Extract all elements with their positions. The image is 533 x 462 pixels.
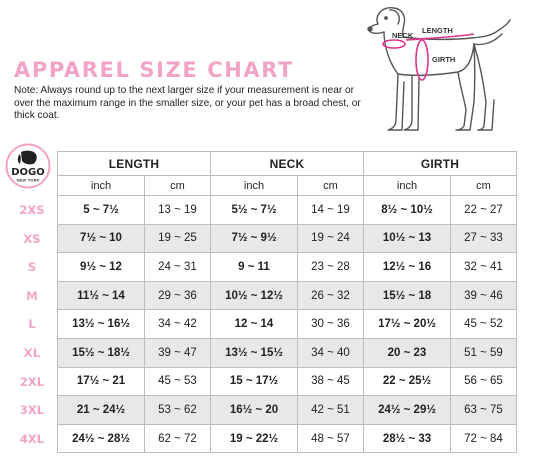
length-label: LENGTH: [422, 26, 453, 35]
logo-subtitle-text: NEW YORK: [16, 177, 40, 183]
table-row: [58, 367, 517, 396]
table-cell: 15 ~ 17½: [211, 367, 298, 396]
table-cell: 7½ ~ 9½: [211, 224, 298, 253]
table-cell: 9 ~ 11: [211, 253, 298, 282]
table-cell: 9½ ~ 12: [58, 253, 145, 282]
table-cell: 28½ ~ 33: [364, 424, 451, 453]
header-girth: GIRTH: [364, 152, 517, 176]
table-cell: 51 ~ 59: [451, 338, 517, 367]
unit-header: inch: [58, 176, 145, 196]
table-cell: 24 ~ 31: [145, 253, 211, 282]
table-cell: 13½ ~ 15½: [211, 338, 298, 367]
table-cell: 56 ~ 65: [451, 367, 517, 396]
table-cell: 5 ~ 7½: [58, 196, 145, 225]
table-cell: 34 ~ 42: [145, 310, 211, 339]
table-cell: 29 ~ 36: [145, 281, 211, 310]
unit-header-row: [58, 176, 517, 196]
size-table: [57, 151, 517, 453]
table-cell: 13 ~ 19: [145, 196, 211, 225]
table-cell: 22 ~ 27: [451, 196, 517, 225]
table-row: [58, 253, 517, 282]
table-cell: 19 ~ 25: [145, 224, 211, 253]
size-label: 4XL: [19, 431, 45, 446]
table-cell: 15½ ~ 18½: [58, 338, 145, 367]
size-label-column: [10, 196, 54, 453]
unit-header: cm: [145, 176, 211, 196]
table-cell: 5½ ~ 7½: [211, 196, 298, 225]
header-neck: NECK: [211, 152, 364, 176]
table-cell: 34 ~ 40: [298, 338, 364, 367]
table-row: [58, 310, 517, 339]
table-cell: 27 ~ 33: [451, 224, 517, 253]
table-row: [58, 338, 517, 367]
table-cell: 39 ~ 46: [451, 281, 517, 310]
table-cell: 24½ ~ 29½: [364, 396, 451, 425]
size-label: XL: [23, 345, 41, 360]
table-cell: 16½ ~ 20: [211, 396, 298, 425]
size-label: L: [28, 317, 36, 332]
table-cell: 63 ~ 75: [451, 396, 517, 425]
table-cell: 45 ~ 52: [451, 310, 517, 339]
table-cell: 7½ ~ 10: [58, 224, 145, 253]
table-row: [58, 281, 517, 310]
table-cell: 48 ~ 57: [298, 424, 364, 453]
table-cell: 53 ~ 62: [145, 396, 211, 425]
unit-header: inch: [364, 176, 451, 196]
table-cell: 22 ~ 25½: [364, 367, 451, 396]
header-length: LENGTH: [58, 152, 211, 176]
size-label: 2XL: [19, 374, 45, 389]
brand-logo: [5, 143, 51, 189]
table-cell: 39 ~ 47: [145, 338, 211, 367]
size-label: 3XL: [19, 403, 45, 418]
table-cell: 38 ~ 45: [298, 367, 364, 396]
unit-header: inch: [211, 176, 298, 196]
dog-measurement-diagram: [362, 2, 512, 140]
table-row: [58, 396, 517, 425]
neck-label: NECK: [392, 31, 414, 40]
unit-header: cm: [451, 176, 517, 196]
table-cell: 45 ~ 53: [145, 367, 211, 396]
table-cell: 17½ ~ 20½: [364, 310, 451, 339]
table-cell: 20 ~ 23: [364, 338, 451, 367]
table-cell: 10½ ~ 13: [364, 224, 451, 253]
table-cell: 17½ ~ 21: [58, 367, 145, 396]
size-label: M: [26, 288, 38, 303]
table-cell: 19 ~ 24: [298, 224, 364, 253]
dog-head-icon: [21, 151, 37, 165]
table-cell: 32 ~ 41: [451, 253, 517, 282]
page-title: APPAREL SIZE CHART: [14, 58, 294, 82]
logo-brand-text: DOGO: [11, 167, 45, 178]
table-cell: 23 ~ 28: [298, 253, 364, 282]
unit-header: cm: [298, 176, 364, 196]
table-row: [58, 224, 517, 253]
table-cell: 10½ ~ 12½: [211, 281, 298, 310]
group-header-row: [58, 152, 517, 176]
table-cell: 42 ~ 51: [298, 396, 364, 425]
dog-illustration: [362, 2, 512, 140]
table-cell: 14 ~ 19: [298, 196, 364, 225]
table-cell: 30 ~ 36: [298, 310, 364, 339]
table-cell: 12½ ~ 16: [364, 253, 451, 282]
table-cell: 13½ ~ 16½: [58, 310, 145, 339]
table-cell: 19 ~ 22½: [211, 424, 298, 453]
table-cell: 8½ ~ 10½: [364, 196, 451, 225]
table-cell: 62 ~ 72: [145, 424, 211, 453]
table-row: [58, 424, 517, 453]
table-cell: 12 ~ 14: [211, 310, 298, 339]
table-cell: 21 ~ 24½: [58, 396, 145, 425]
table-cell: 72 ~ 84: [451, 424, 517, 453]
size-label: S: [27, 260, 37, 275]
size-label: 2XS: [19, 203, 45, 217]
table-row: [58, 196, 517, 225]
table-cell: 11½ ~ 14: [58, 281, 145, 310]
table-cell: 24½ ~ 28½: [58, 424, 145, 453]
table-cell: 26 ~ 32: [298, 281, 364, 310]
size-label: XS: [23, 231, 41, 246]
sizing-note: Note: Always round up to the next larger size if your measurement is near or over the maximum range in the smaller size, or your pet has a broad chest, or thick coat.: [14, 85, 361, 122]
table-cell: 15½ ~ 18: [364, 281, 451, 310]
girth-label: GIRTH: [432, 55, 456, 64]
